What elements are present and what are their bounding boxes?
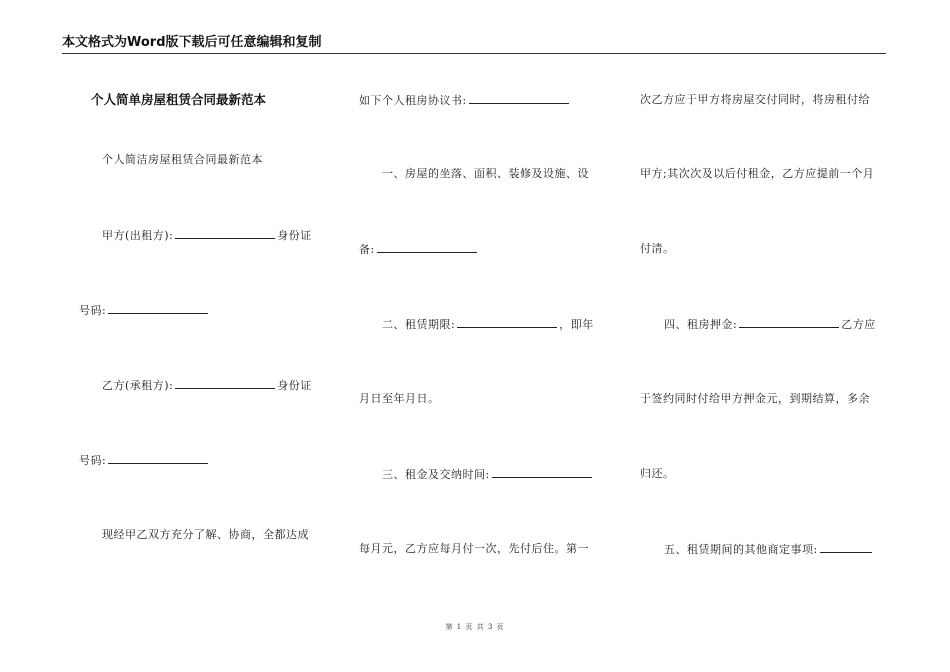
deposit-text: 于签约同时付给甲方押金元，到期结算，多余	[640, 392, 870, 405]
other-terms-blank[interactable]	[820, 541, 872, 553]
document-title: 个人简单房屋租赁合同最新范本	[91, 92, 267, 107]
lease-dates-text: 月日至年月日。	[359, 392, 440, 405]
party-a-id-blank[interactable]	[108, 302, 208, 314]
rent-payment-text: 每月元，乙方应每月付一次，先付后住。第一	[359, 542, 589, 555]
pay-in-full-text: 付清。	[640, 242, 675, 255]
clause-1-cont	[359, 241, 479, 258]
payment-continuation: 次乙方应于甲方将房屋交付同时，将房租付给	[640, 93, 870, 106]
equipment-label: 备:	[359, 243, 375, 256]
id-card-label: 身份证	[277, 229, 312, 242]
id-card-label: 身份证	[277, 379, 312, 392]
clause-3-line	[382, 466, 594, 483]
rent-time-blank[interactable]	[492, 466, 592, 478]
equipment-blank[interactable]	[377, 241, 477, 253]
clause-2-label: 二、租赁期限:	[382, 318, 456, 331]
party-b-blank[interactable]	[175, 377, 275, 389]
clause-2-line	[382, 316, 594, 333]
party-a-label: 甲方(出租方):	[102, 229, 174, 242]
intro-line	[359, 92, 571, 109]
clause-1-text: 一、房屋的坐落、面积、装修及设施、设	[382, 167, 589, 180]
party-b-line	[102, 377, 312, 394]
lease-term-blank[interactable]	[457, 316, 557, 328]
subsequent-payment-text: 甲方;其次次及以后付租金，乙方应提前一个月	[640, 167, 875, 180]
clause-3-label: 三、租金及交纳时间:	[382, 468, 490, 481]
clause-5-label: 五、租赁期间的其他商定事项:	[664, 543, 818, 556]
party-a-id-line	[79, 302, 210, 319]
clause-5-line	[664, 541, 874, 558]
intro-blank[interactable]	[469, 92, 569, 104]
document-header: 本文格式为Word版下载后可任意编辑和复制	[62, 35, 322, 50]
party-a-line	[102, 227, 312, 244]
clause-4-label: 四、租房押金:	[664, 318, 738, 331]
subtitle-text: 个人简洁房屋租赁合同最新范本	[102, 153, 263, 166]
clause-4-line	[664, 316, 876, 333]
clause-4-suffix: 乙方应	[841, 318, 876, 331]
header-divider	[62, 53, 886, 54]
intro-text: 如下个人租房协议书:	[359, 94, 467, 107]
id-number-label: 号码:	[79, 304, 107, 317]
party-a-blank[interactable]	[175, 227, 275, 239]
party-b-label: 乙方(承租方):	[102, 379, 174, 392]
refund-text: 归还。	[640, 467, 675, 480]
party-b-id-blank[interactable]	[108, 452, 208, 464]
clause-2-suffix: ，即年	[559, 318, 594, 331]
consensus-text: 现经甲乙双方充分了解、协商，全都达成	[102, 528, 309, 541]
id-number-label: 号码:	[79, 454, 107, 467]
party-b-id-line	[79, 452, 210, 469]
page-number: 第 1 页 共 3 页	[445, 623, 505, 631]
deposit-blank[interactable]	[739, 316, 839, 328]
